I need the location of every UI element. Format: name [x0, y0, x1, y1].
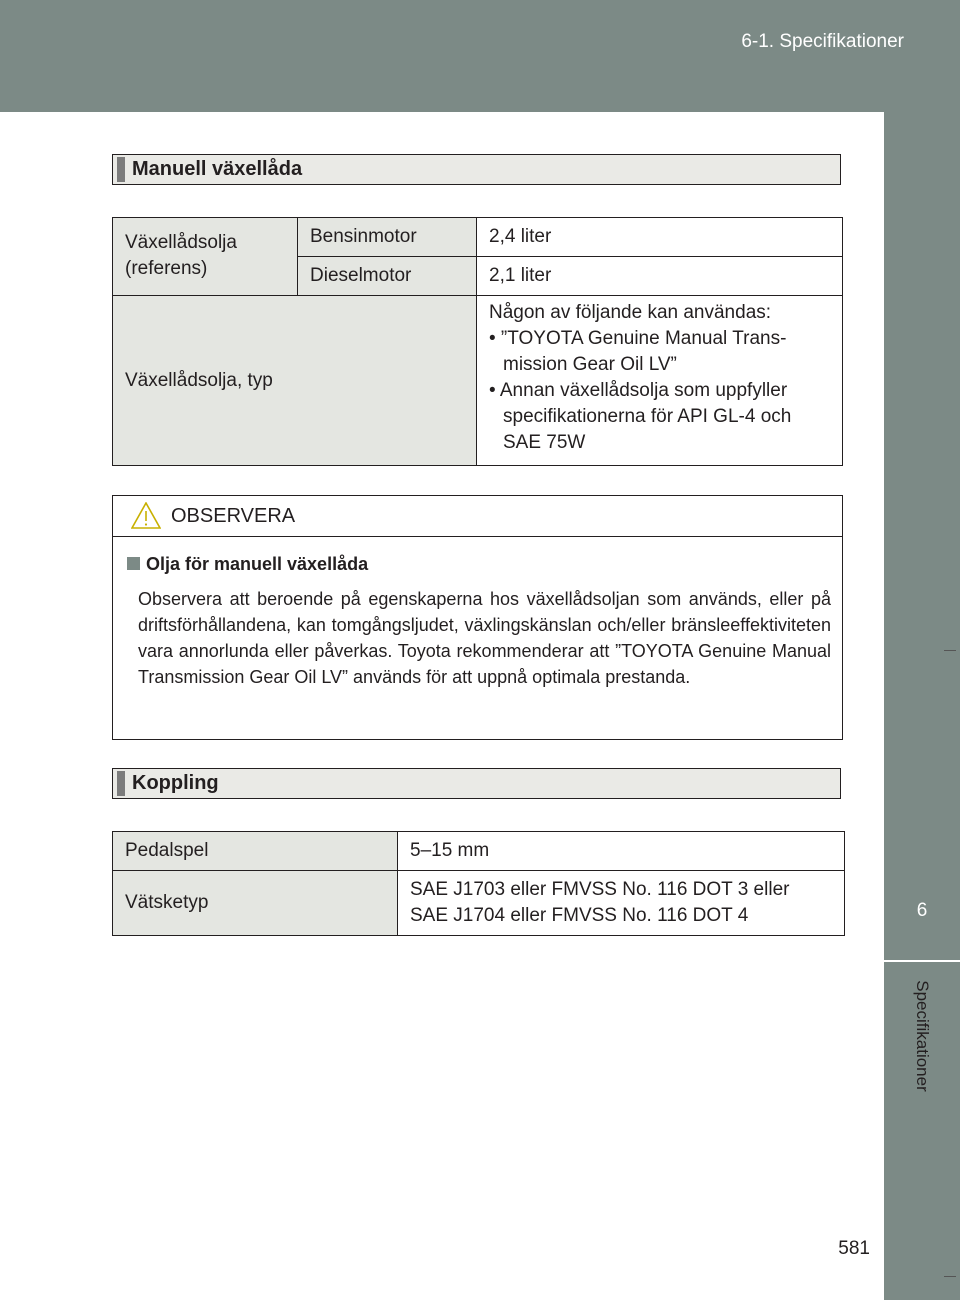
- caution-header: [113, 496, 842, 537]
- caution-title: OBSERVERA: [171, 505, 296, 527]
- square-bullet-icon: [127, 557, 140, 570]
- crop-mark: [944, 1276, 956, 1277]
- clutch-label: Pedalspel: [113, 832, 398, 871]
- capacity-value: 2,1 liter: [477, 257, 843, 296]
- fluid-type-intro: Någon av följande kan användas:: [489, 302, 772, 323]
- side-tab-divider: [884, 960, 960, 962]
- capacity-value: 2,4 liter: [477, 218, 843, 257]
- page-number: 581: [838, 1238, 870, 1259]
- caution-text: Observera att beroende på egenskaperna hos växellådsoljan som används, eller på driftsförhållandena, kan tomgångsljudet, växlingskänslan och/eller bränsleeffektiviteten vara annorlunda eller påverkas. Toyota rekommenderar att ”TOYOTA Genuine Manual Transmission Gear Oil LV” används för att uppnå optimala prestanda.: [138, 589, 831, 687]
- heading-text: Manuell växellåda: [132, 158, 303, 180]
- header-bar: [0, 0, 960, 112]
- fluid-type-bullet: • Annan växellådsolja som uppfyller specifikationerna för API GL-4 och SAE 75W: [489, 380, 792, 453]
- manual-transmission-table: [112, 217, 843, 466]
- caution-box: [112, 495, 843, 740]
- fluid-type-cell: [477, 296, 843, 466]
- warning-triangle-icon: [131, 502, 161, 529]
- fluid-capacity-label: Växellådsolja (referens): [113, 218, 298, 296]
- heading-bar: [117, 157, 125, 182]
- fluid-type-bullet: • ”TOYOTA Genuine Manual Trans-mission Gear Oil LV”: [489, 328, 787, 375]
- clutch-heading: [112, 768, 841, 799]
- section-title: 6-1. Specifikationer: [741, 31, 904, 52]
- side-tab-number: 6: [916, 900, 928, 921]
- clutch-label: Vätsketyp: [113, 871, 398, 936]
- engine-label: Bensinmotor: [298, 218, 477, 257]
- engine-label: Dieselmotor: [298, 257, 477, 296]
- clutch-table: [112, 831, 845, 936]
- manual-transmission-heading: [112, 154, 841, 185]
- crop-mark: [944, 650, 956, 651]
- fluid-type-label: Växellådsolja, typ: [113, 296, 477, 466]
- caution-subtitle-text: Olja för manuell växellåda: [146, 554, 369, 574]
- clutch-value: SAE J1703 eller FMVSS No. 116 DOT 3 eller SAE J1704 eller FMVSS No. 116 DOT 4: [398, 871, 845, 936]
- heading-text: Koppling: [132, 772, 219, 794]
- clutch-value: 5–15 mm: [398, 832, 845, 871]
- side-tab: [884, 112, 960, 1300]
- heading-bar: [117, 771, 125, 796]
- caution-subtitle: [127, 554, 368, 575]
- side-tab-label: Specifikationer: [913, 980, 932, 1092]
